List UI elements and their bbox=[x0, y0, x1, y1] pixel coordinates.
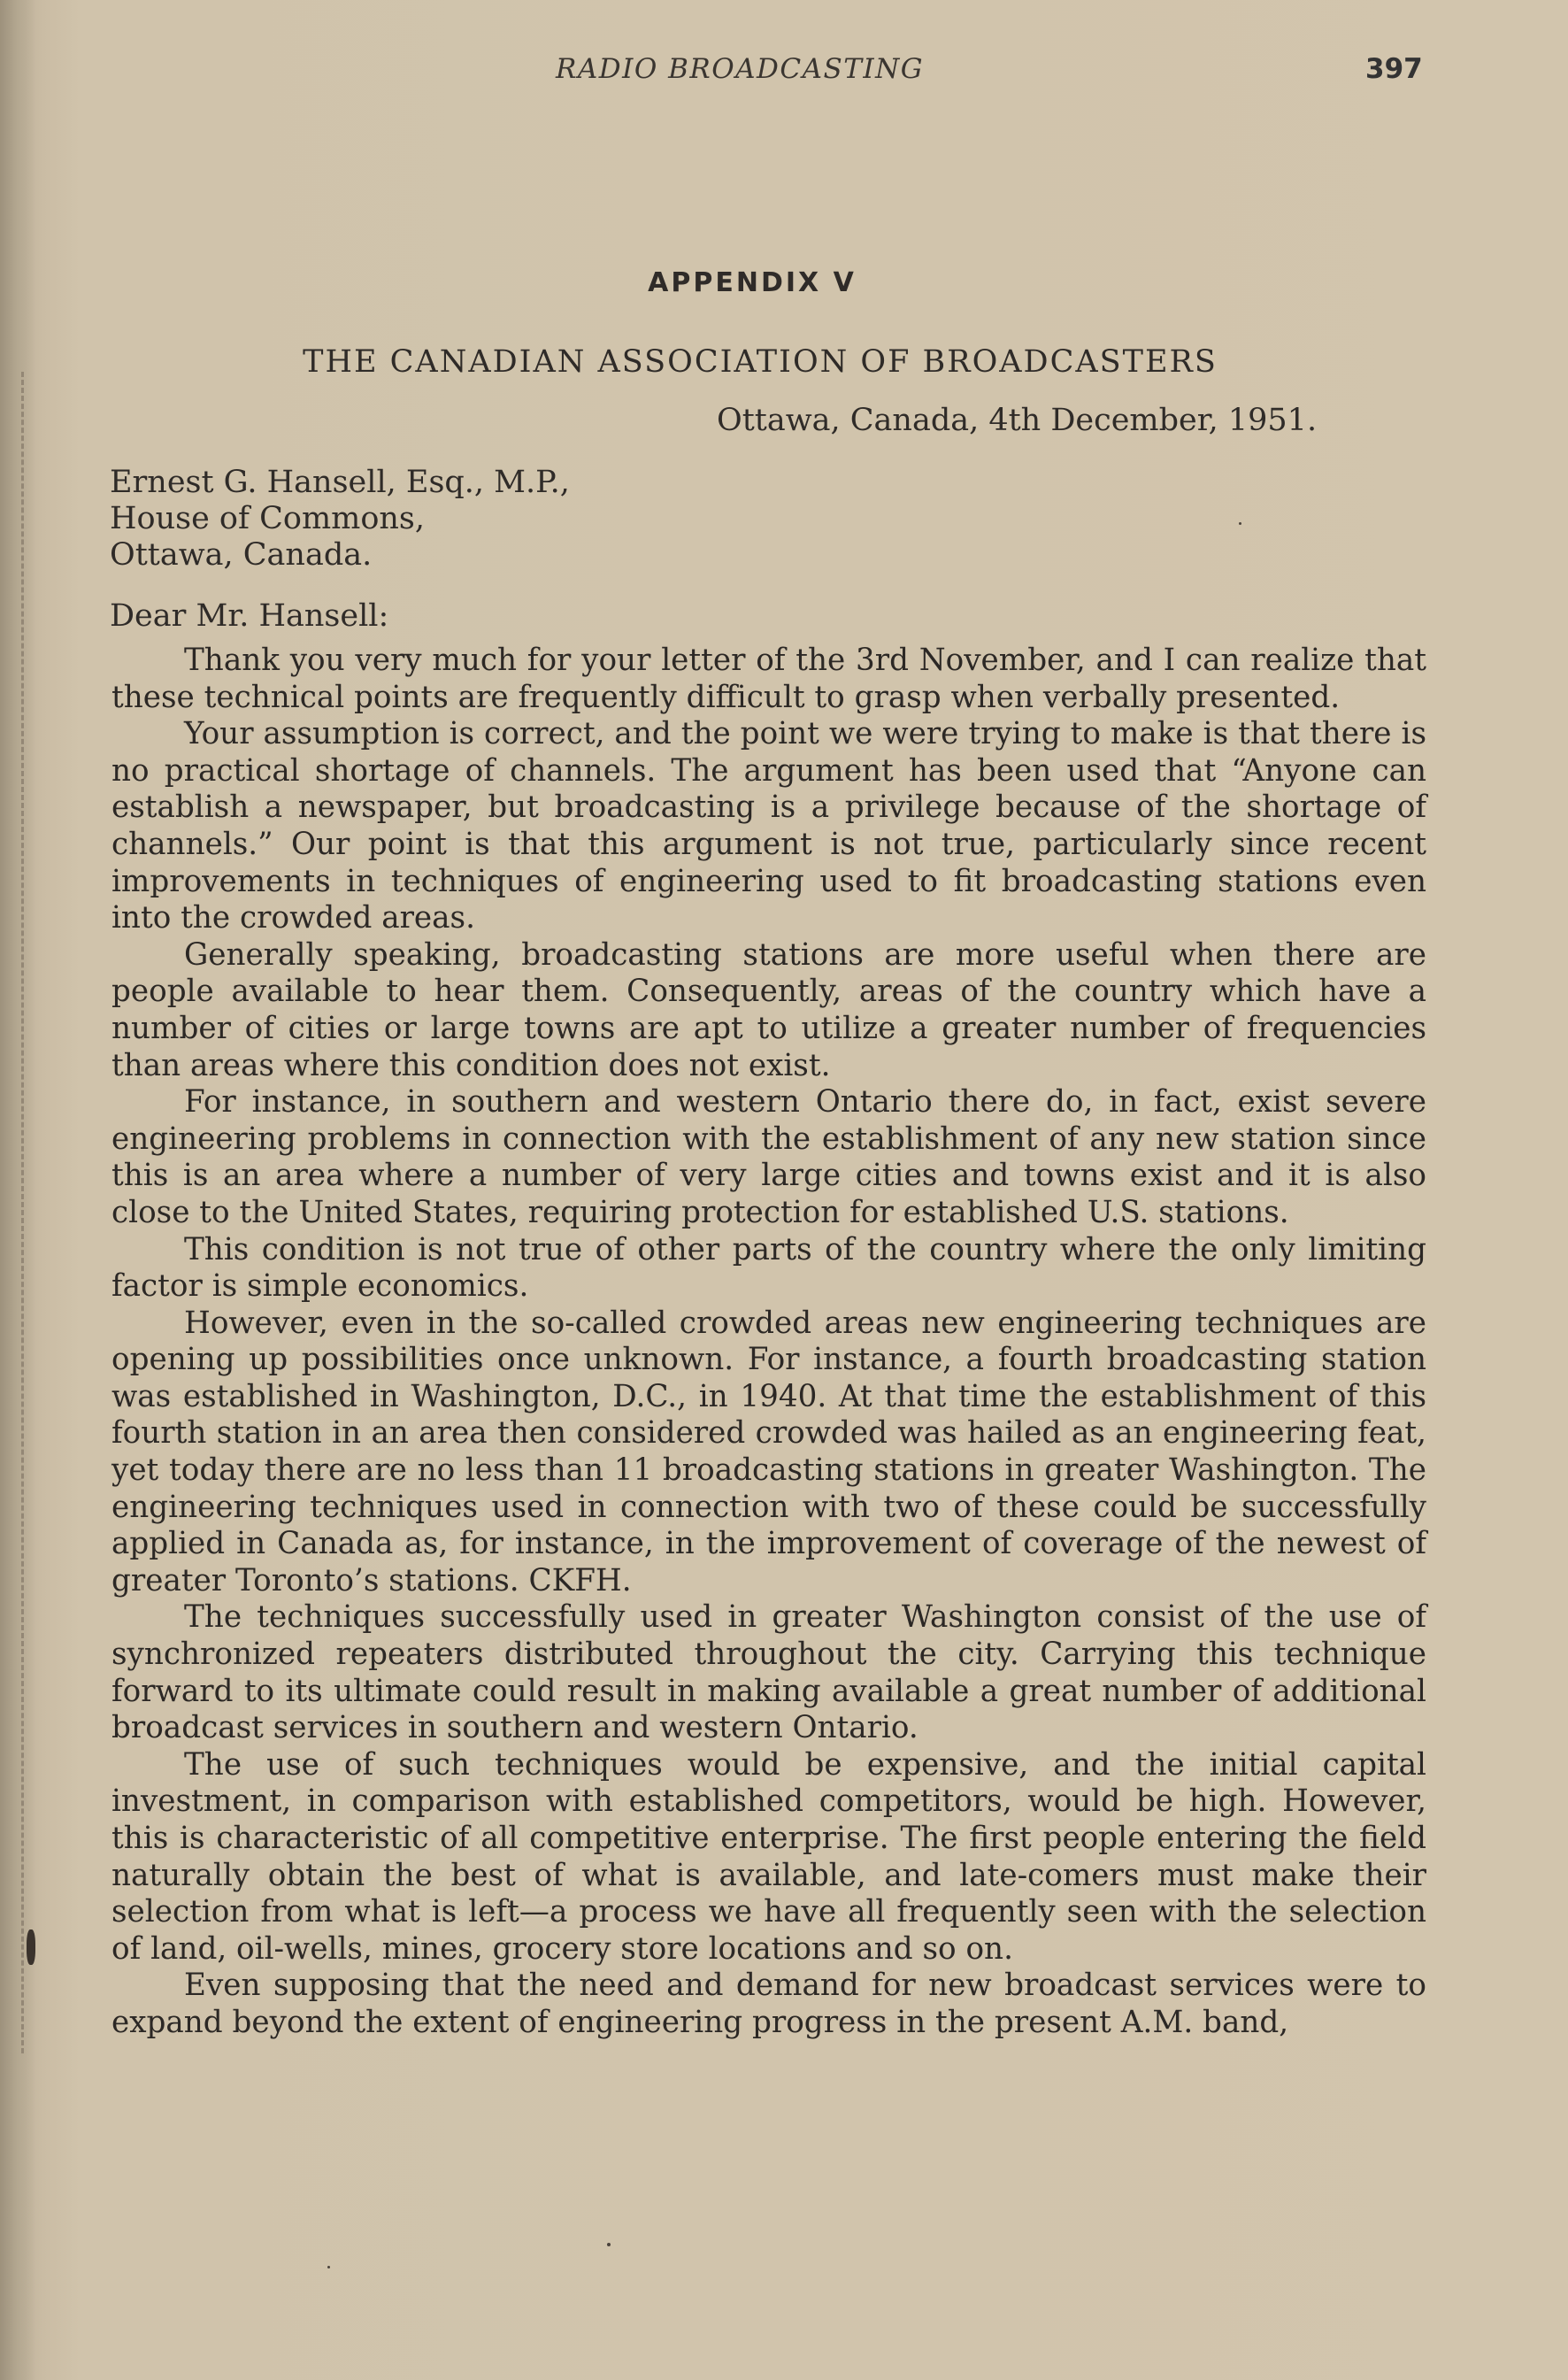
address-line: House of Commons, bbox=[110, 501, 426, 536]
page-number: 397 bbox=[1365, 53, 1423, 85]
paper-speck bbox=[607, 2243, 611, 2246]
letter-salutation: Dear Mr. Hansell: bbox=[110, 598, 389, 634]
body-paragraph: For instance, in southern and western Ontario there do, in fact, exist severe engineering problems in connection with the establishment of any new station since this is an area where a number of very large cities and towns exist and it is also close to the United States, requiring protection for established U.S. stations. bbox=[111, 1084, 1426, 1230]
paper-speck bbox=[327, 2266, 330, 2268]
organization-heading: THE CANADIAN ASSOCIATION OF BROADCASTERS bbox=[303, 344, 1218, 380]
paper-speck bbox=[1239, 522, 1241, 525]
body-paragraph: Your assumption is correct, and the point we were trying to make is that there is no practical shortage of channels. The argument has been used that “Anyone can establish a newspaper, but broadcasting is a privilege because of the shortage of channels.” Our point is that this argument is not true, particularly since recent improvements in techniques of engineering used to fit broadcasting stations even into the crowded areas. bbox=[111, 716, 1426, 936]
body-paragraph: Thank you very much for your letter of the 3rd November, and I can realize that these technical points are frequently difficult to grasp when verbally presented. bbox=[111, 643, 1426, 715]
ink-blot bbox=[27, 1929, 35, 1965]
body-paragraph: However, even in the so-called crowded areas new engineering techniques are opening up possibilities once unknown. For instance, a fourth broadcasting station was established in Washington, D.C., in 1940. At that time the establishment of this fourth station in an area then considered crowded was hailed as an engineering feat, yet today there are no less than 11 broadcasting stations in greater Washington. The engineering techniques used in connection with two of these could be successfully applied in Canada as, for instance, in the improvement of coverage of the newest of greater Toronto’s stations. CKFH. bbox=[111, 1305, 1426, 1598]
appendix-heading: APPENDIX V bbox=[648, 267, 857, 298]
body-paragraph: The techniques successfully used in greater Washington consist of the use of synchronized repeaters distributed throughout the city. Carrying this technique forward to its ultimate could result in making available a great number of additional broadcast services in southern and western Ontario. bbox=[111, 1599, 1426, 1746]
running-header bbox=[0, 53, 1568, 97]
running-title: RADIO BROADCASTING bbox=[556, 53, 925, 85]
body-paragraph: This condition is not true of other parts of the country where the only limiting factor is simple economics. bbox=[111, 1231, 1426, 1305]
body-paragraph: Generally speaking, broadcasting stations are more useful when there are people available to hear them. Consequently, areas of the country which have a number of cities or large towns are apt to utilize a greater number of frequencies than areas where this condition does not exist. bbox=[111, 936, 1426, 1083]
address-line: Ernest G. Hansell, Esq., M.P., bbox=[110, 465, 570, 500]
binding-stitch-marks bbox=[21, 372, 31, 2053]
letter-dateline: Ottawa, Canada, 4th December, 1951. bbox=[717, 403, 1318, 438]
letter-body bbox=[111, 643, 1426, 2042]
address-line: Ottawa, Canada. bbox=[110, 537, 373, 573]
body-paragraph: The use of such techniques would be expensive, and the initial capital investment, in comparison with established competitors, would be high. However, this is characteristic of all competitive enterprise. The first people entering the field naturally obtain the best of what is available, and late-comers must make their selection from what is left—a process we have all frequently seen with the selection of land, oil-wells, mines, grocery store locations and so on. bbox=[111, 1746, 1426, 1967]
recipient-address bbox=[110, 465, 570, 574]
body-paragraph: Even supposing that the need and demand for new broadcast services were to expand beyond the extent of engineering progress in the present A.M. band, bbox=[111, 1968, 1426, 2040]
